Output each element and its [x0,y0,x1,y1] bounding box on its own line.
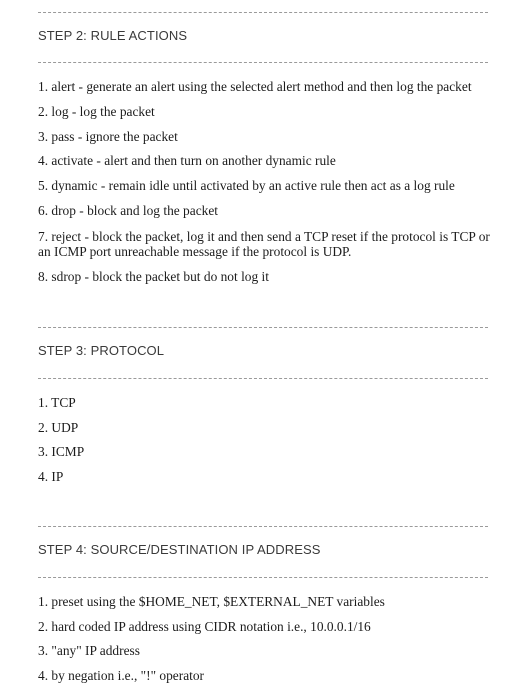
list-item [38,203,493,218]
list-item-text: IP [51,469,64,484]
section-divider [38,526,488,527]
list-item-text: sdrop - block the packet but do not log it [51,269,269,284]
list-item [38,79,493,94]
section-divider [38,12,488,13]
list-item-text: preset using the $HOME_NET, $EXTERNAL_NET variables [51,594,385,609]
list-item-text: by negation i.e., "!" operator [51,668,205,683]
list-item-number: 8. [38,269,49,284]
list-item-number: 4. [38,469,49,484]
list-item-text: pass - ignore the packet [51,129,178,144]
step3-heading: STEP 3: PROTOCOL [38,343,165,358]
list-item-number: 1. [38,594,49,609]
list-item [38,229,493,259]
list-item [38,129,493,144]
list-item [38,178,493,193]
list-item-text: log - log the packet [51,104,155,119]
list-item [38,420,78,435]
section-divider [38,378,488,379]
list-item-text: UDP [51,420,79,435]
list-item-text: drop - block and log the packet [51,203,218,218]
list-item-text: ICMP [51,444,85,459]
list-item-number: 1. [38,395,49,410]
list-item-number: 3. [38,643,49,658]
section-divider [38,327,488,328]
list-item-number: 2. [38,619,49,634]
list-item-number: 4. [38,153,49,168]
list-item-text: dynamic - remain idle until activated by an active rule then act as a log rule [51,178,455,193]
list-item-number: 2. [38,420,49,435]
step4-heading: STEP 4: SOURCE/DESTINATION IP ADDRESS [38,542,321,557]
list-item-text: reject - block the packet, log it and then send a TCP reset if the protocol is TCP or an ICMP port unreachable message if the protocol is UDP. [38,229,490,259]
list-item-text: activate - alert and then turn on another dynamic rule [51,153,336,168]
section-divider [38,577,488,578]
list-item-text: TCP [51,395,76,410]
list-item [38,153,493,168]
list-item-number: 3. [38,129,49,144]
step2-heading: STEP 2: RULE ACTIONS [38,28,188,43]
list-item-number: 3. [38,444,49,459]
list-item [38,643,140,658]
list-item-number: 2. [38,104,49,119]
list-item-text: alert - generate an alert using the selected alert method and then log the packet [51,79,472,94]
list-item-text: hard coded IP address using CIDR notation i.e., 10.0.0.1/16 [51,619,371,634]
list-item-number: 5. [38,178,49,193]
list-item-number: 6. [38,203,49,218]
list-item [38,104,493,119]
list-item-text: "any" IP address [51,643,140,658]
list-item [38,395,76,410]
list-item [38,444,84,459]
list-item [38,469,63,484]
list-item [38,594,385,609]
list-item-number: 7. [38,229,49,244]
list-item [38,668,204,683]
list-item [38,269,493,284]
list-item-number: 1. [38,79,49,94]
section-divider [38,62,488,63]
list-item-number: 4. [38,668,49,683]
list-item [38,619,371,634]
